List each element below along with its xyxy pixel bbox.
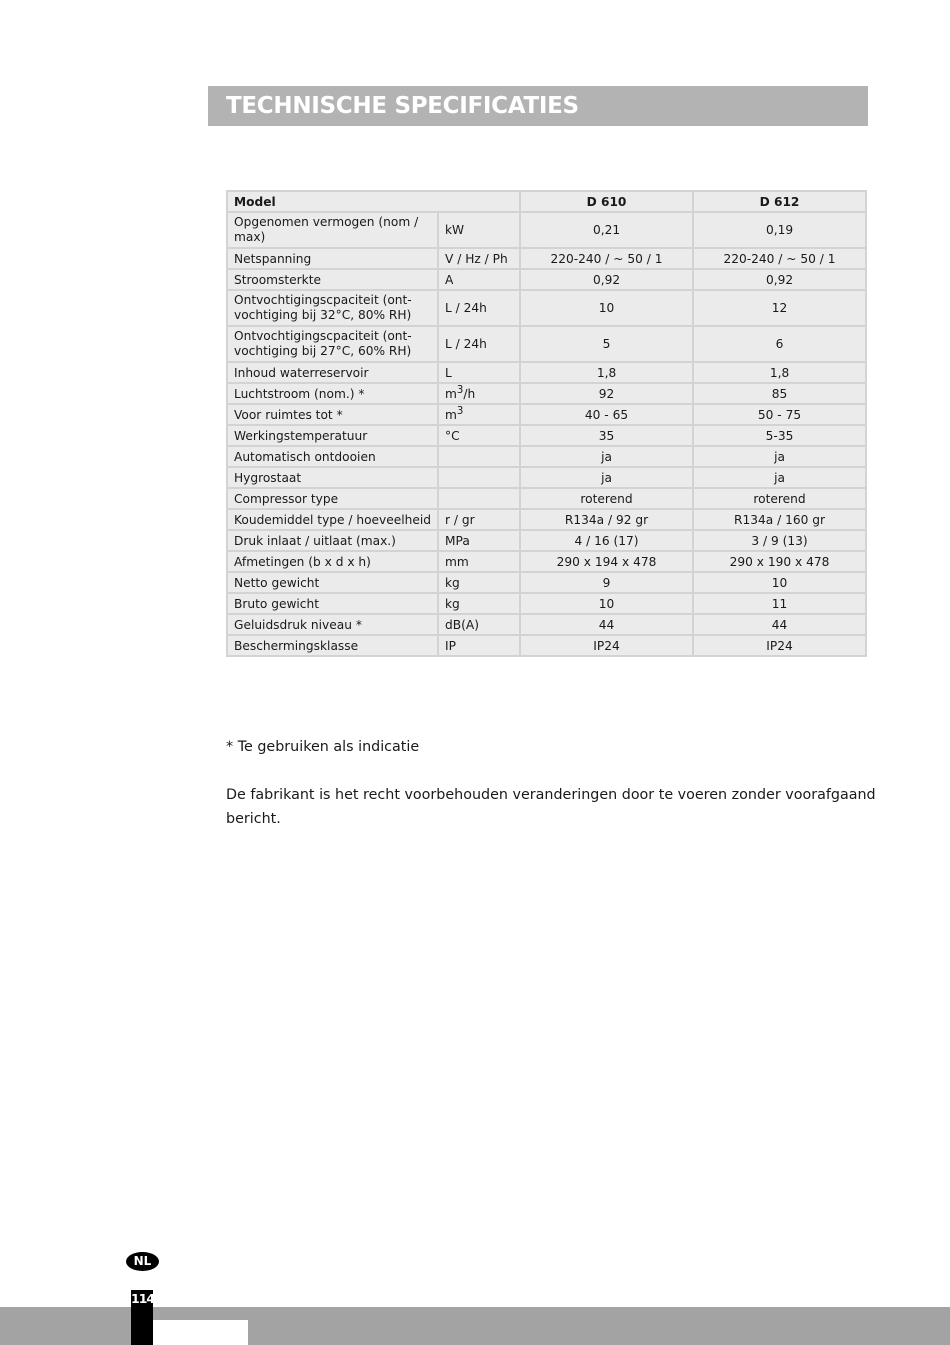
- row-label: Opgenomen vermogen (nom / max): [227, 212, 438, 248]
- table-row: [227, 404, 866, 425]
- row-value-d610: 4 / 16 (17): [520, 530, 693, 551]
- row-unit: dB(A): [438, 614, 520, 635]
- unit-base: m: [445, 387, 457, 402]
- row-unit: kg: [438, 593, 520, 614]
- table-row: [227, 635, 866, 656]
- row-value-d610: 44: [520, 614, 693, 635]
- row-label: Bruto gewicht: [227, 593, 438, 614]
- row-unit: L / 24h: [438, 290, 520, 326]
- row-value-d610: 5: [520, 326, 693, 362]
- table-row: [227, 488, 866, 509]
- table-row: [227, 383, 866, 404]
- row-label: Voor ruimtes tot *: [227, 404, 438, 425]
- table-row: [227, 269, 866, 290]
- row-label: Compressor type: [227, 488, 438, 509]
- spec-table: [226, 190, 867, 657]
- header-model-label: Model: [227, 191, 520, 212]
- row-value-d612: roterend: [693, 488, 866, 509]
- row-value-d612: 44: [693, 614, 866, 635]
- table-row: [227, 212, 866, 248]
- header-model-d610: D 610: [520, 191, 693, 212]
- row-value-d612: 3 / 9 (13): [693, 530, 866, 551]
- row-label: Netto gewicht: [227, 572, 438, 593]
- row-label: Luchtstroom (nom.) *: [227, 383, 438, 404]
- table-row: [227, 572, 866, 593]
- row-value-d610: 92: [520, 383, 693, 404]
- row-unit: mm: [438, 551, 520, 572]
- row-value-d612: 10: [693, 572, 866, 593]
- row-label: Hygrostaat: [227, 467, 438, 488]
- row-value-d610: IP24: [520, 635, 693, 656]
- row-value-d612: 220-240 / ~ 50 / 1: [693, 248, 866, 269]
- row-value-d612: 6: [693, 326, 866, 362]
- row-label: Automatisch ontdooien: [227, 446, 438, 467]
- row-unit: [438, 467, 520, 488]
- row-label: Koudemiddel type / hoeveelheid: [227, 509, 438, 530]
- row-label: Druk inlaat / uitlaat (max.): [227, 530, 438, 551]
- row-value-d610: ja: [520, 467, 693, 488]
- table-row: [227, 290, 866, 326]
- row-label: Geluidsdruk niveau *: [227, 614, 438, 635]
- table-header-row: [227, 191, 866, 212]
- row-value-d612: 290 x 190 x 478: [693, 551, 866, 572]
- header-model-d612: D 612: [693, 191, 866, 212]
- row-unit: A: [438, 269, 520, 290]
- row-label: Ontvochtigingscpaciteit (ont-vochtiging bij 32°C, 80% RH): [227, 290, 438, 326]
- row-label: Beschermingsklasse: [227, 635, 438, 656]
- table-row: [227, 326, 866, 362]
- row-value-d610: 0,92: [520, 269, 693, 290]
- row-value-d610: 10: [520, 593, 693, 614]
- language-badge: NL: [126, 1252, 159, 1271]
- row-unit: L / 24h: [438, 326, 520, 362]
- row-value-d610: 1,8: [520, 362, 693, 383]
- row-value-d610: 40 - 65: [520, 404, 693, 425]
- row-unit: kW: [438, 212, 520, 248]
- row-unit: r / gr: [438, 509, 520, 530]
- row-value-d610: 9: [520, 572, 693, 593]
- row-unit: IP: [438, 635, 520, 656]
- table-row: [227, 467, 866, 488]
- row-unit: [438, 383, 520, 404]
- row-value-d612: 0,19: [693, 212, 866, 248]
- row-unit: [438, 404, 520, 425]
- title-bar: [208, 86, 868, 126]
- spec-table-body: [227, 212, 866, 656]
- row-unit: [438, 488, 520, 509]
- row-value-d612: 11: [693, 593, 866, 614]
- row-label: Afmetingen (b x d x h): [227, 551, 438, 572]
- row-unit: L: [438, 362, 520, 383]
- row-label: Netspanning: [227, 248, 438, 269]
- table-row: [227, 509, 866, 530]
- row-value-d610: roterend: [520, 488, 693, 509]
- row-value-d612: R134a / 160 gr: [693, 509, 866, 530]
- row-value-d612: ja: [693, 446, 866, 467]
- table-row: [227, 446, 866, 467]
- row-value-d610: 0,21: [520, 212, 693, 248]
- row-value-d612: IP24: [693, 635, 866, 656]
- page-number: 114: [131, 1291, 155, 1306]
- unit-tail: /h: [463, 387, 476, 402]
- row-value-d612: 1,8: [693, 362, 866, 383]
- unit-base: m: [445, 408, 457, 423]
- table-row: [227, 362, 866, 383]
- row-value-d612: 12: [693, 290, 866, 326]
- unit-superscript: 3: [456, 385, 464, 397]
- table-row: [227, 614, 866, 635]
- row-unit: kg: [438, 572, 520, 593]
- footer-white-block: [153, 1320, 248, 1345]
- table-row: [227, 248, 866, 269]
- row-value-d610: ja: [520, 446, 693, 467]
- row-unit: MPa: [438, 530, 520, 551]
- table-row: [227, 425, 866, 446]
- row-value-d610: 290 x 194 x 478: [520, 551, 693, 572]
- row-value-d612: 50 - 75: [693, 404, 866, 425]
- disclaimer-note: De fabrikant is het recht voorbehouden veranderingen door te voeren zonder voorafgaand bericht.: [226, 787, 876, 827]
- row-value-d612: 85: [693, 383, 866, 404]
- row-unit: [438, 446, 520, 467]
- unit-superscript: 3: [456, 406, 464, 418]
- row-label: Stroomsterkte: [227, 269, 438, 290]
- indication-note: * Te gebruiken als indicatie: [226, 739, 420, 755]
- row-value-d610: 10: [520, 290, 693, 326]
- row-value-d612: 5-35: [693, 425, 866, 446]
- row-value-d610: R134a / 92 gr: [520, 509, 693, 530]
- row-unit: °C: [438, 425, 520, 446]
- page-title: TECHNISCHE SPECIFICATIES: [226, 93, 579, 119]
- row-label: Inhoud waterreservoir: [227, 362, 438, 383]
- row-label: Werkingstemperatuur: [227, 425, 438, 446]
- row-label: Ontvochtigingscpaciteit (ont-vochtiging bij 27°C, 60% RH): [227, 326, 438, 362]
- row-value-d612: 0,92: [693, 269, 866, 290]
- row-value-d610: 220-240 / ~ 50 / 1: [520, 248, 693, 269]
- row-value-d612: ja: [693, 467, 866, 488]
- row-value-d610: 35: [520, 425, 693, 446]
- notes: [226, 735, 886, 831]
- table-row: [227, 593, 866, 614]
- row-unit: V / Hz / Ph: [438, 248, 520, 269]
- table-row: [227, 551, 866, 572]
- table-row: [227, 530, 866, 551]
